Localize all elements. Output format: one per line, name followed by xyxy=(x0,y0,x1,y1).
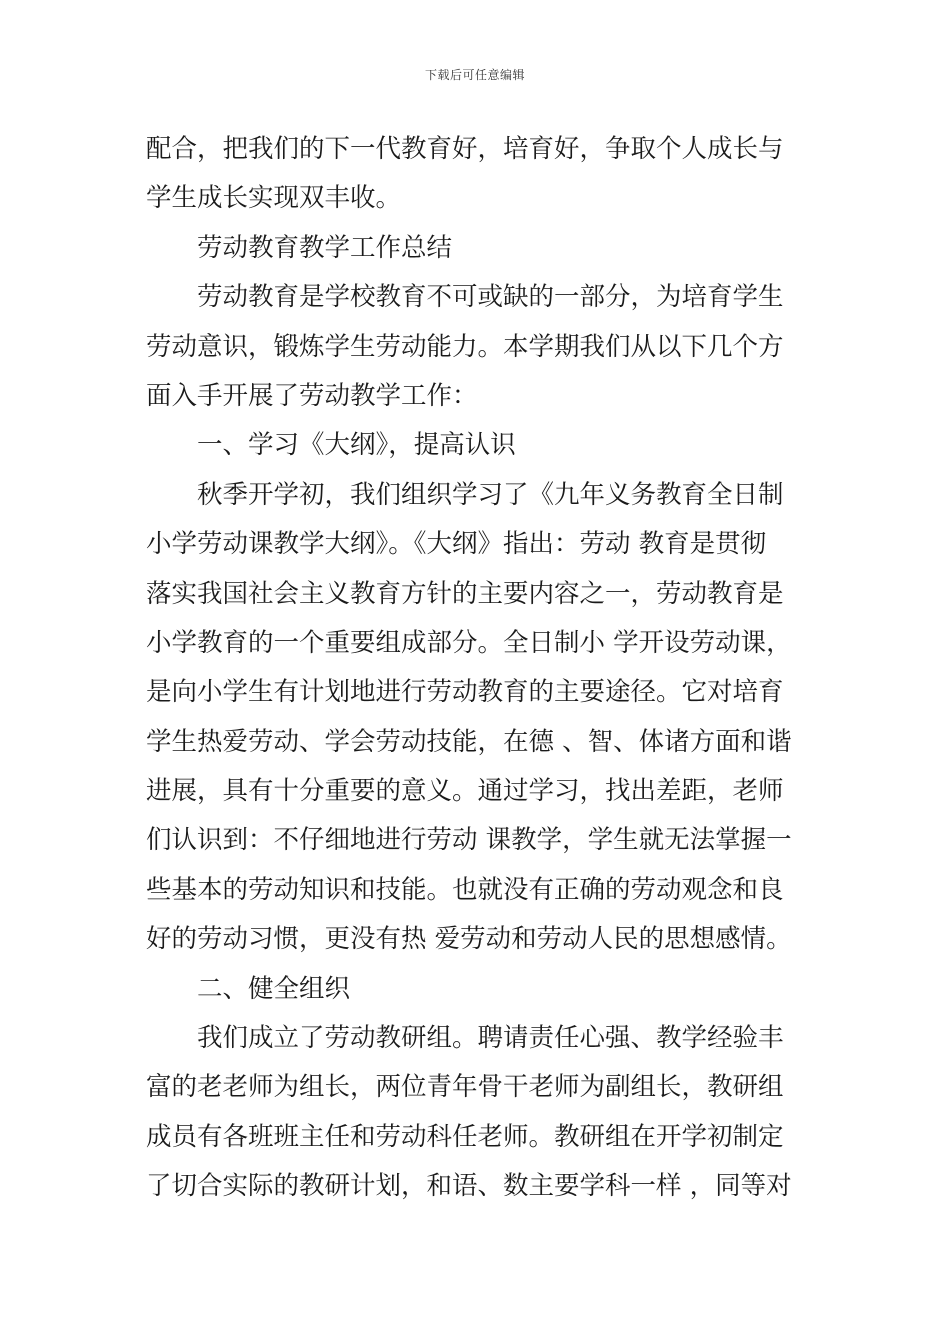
text-line: 富的老老师为组长，两位青年骨干老师为副组长，教研组 xyxy=(146,1072,784,1103)
text-line: 面入手开展了劳动教学工作： xyxy=(146,380,478,411)
document-body xyxy=(146,125,810,1212)
text-line: 是向小学生有计划地进行劳动教育的主要途径。它对培育 xyxy=(146,677,784,708)
text-line: 小学劳动课教学大纲》。《大纲》指出：劳动 教育是贯彻 xyxy=(146,529,767,560)
text-line: 学生热爱劳动、学会劳动技能，在德 、智、体诸方面和谐 xyxy=(146,726,792,757)
page-header: 下载后可任意编辑 xyxy=(424,68,525,82)
text-line: 配合，把我们的下一代教育好，培育好，争取个人成长与 xyxy=(146,134,784,164)
text-line: 好的劳动习惯，更没有热 爱劳动和劳动人民的思想感情。 xyxy=(146,924,792,955)
text-line: 进展，具有十分重要的意义。通过学习，找出差距，老师 xyxy=(146,776,784,807)
text-line: 小学教育的一个重要组成部分。全日制小 学开设劳动课， xyxy=(146,627,792,658)
text-line: 劳动意识，锻炼学生劳动能力。本学期我们从以下几个方 xyxy=(146,331,784,362)
text-line: 成员有各班班主任和劳动科任老师。教研组在开学初制定 xyxy=(146,1121,784,1152)
text-line: 劳动教育是学校教育不可或缺的一部分，为培育学生 xyxy=(197,282,784,313)
text-line: 们认识到：不仔细地进行劳动 课教学，学生就无法掌握一 xyxy=(146,825,792,856)
text-line: 一、学习《大纲》，提高认识 xyxy=(197,430,516,461)
text-line: 学生成长实现双丰收。 xyxy=(146,183,402,214)
text-line: 了切合实际的教研计划，和语、数主要学科一样 ，同等对 xyxy=(146,1171,792,1202)
text-line: 劳动教育教学工作总结 xyxy=(197,232,453,263)
text-line: 落实我国社会主义教育方针的主要内容之一，劳动教育是 xyxy=(146,578,784,609)
text-line: 些基本的劳动知识和技能。也就没有正确的劳动观念和良 xyxy=(146,874,784,905)
text-line: 二、健全组织 xyxy=(197,973,351,1004)
text-line: 秋季开学初，我们组织学习了《九年义务教育全日制 xyxy=(197,479,784,510)
text-line: 我们成立了劳动教研组。聘请责任心强、教学经验丰 xyxy=(197,1023,784,1054)
